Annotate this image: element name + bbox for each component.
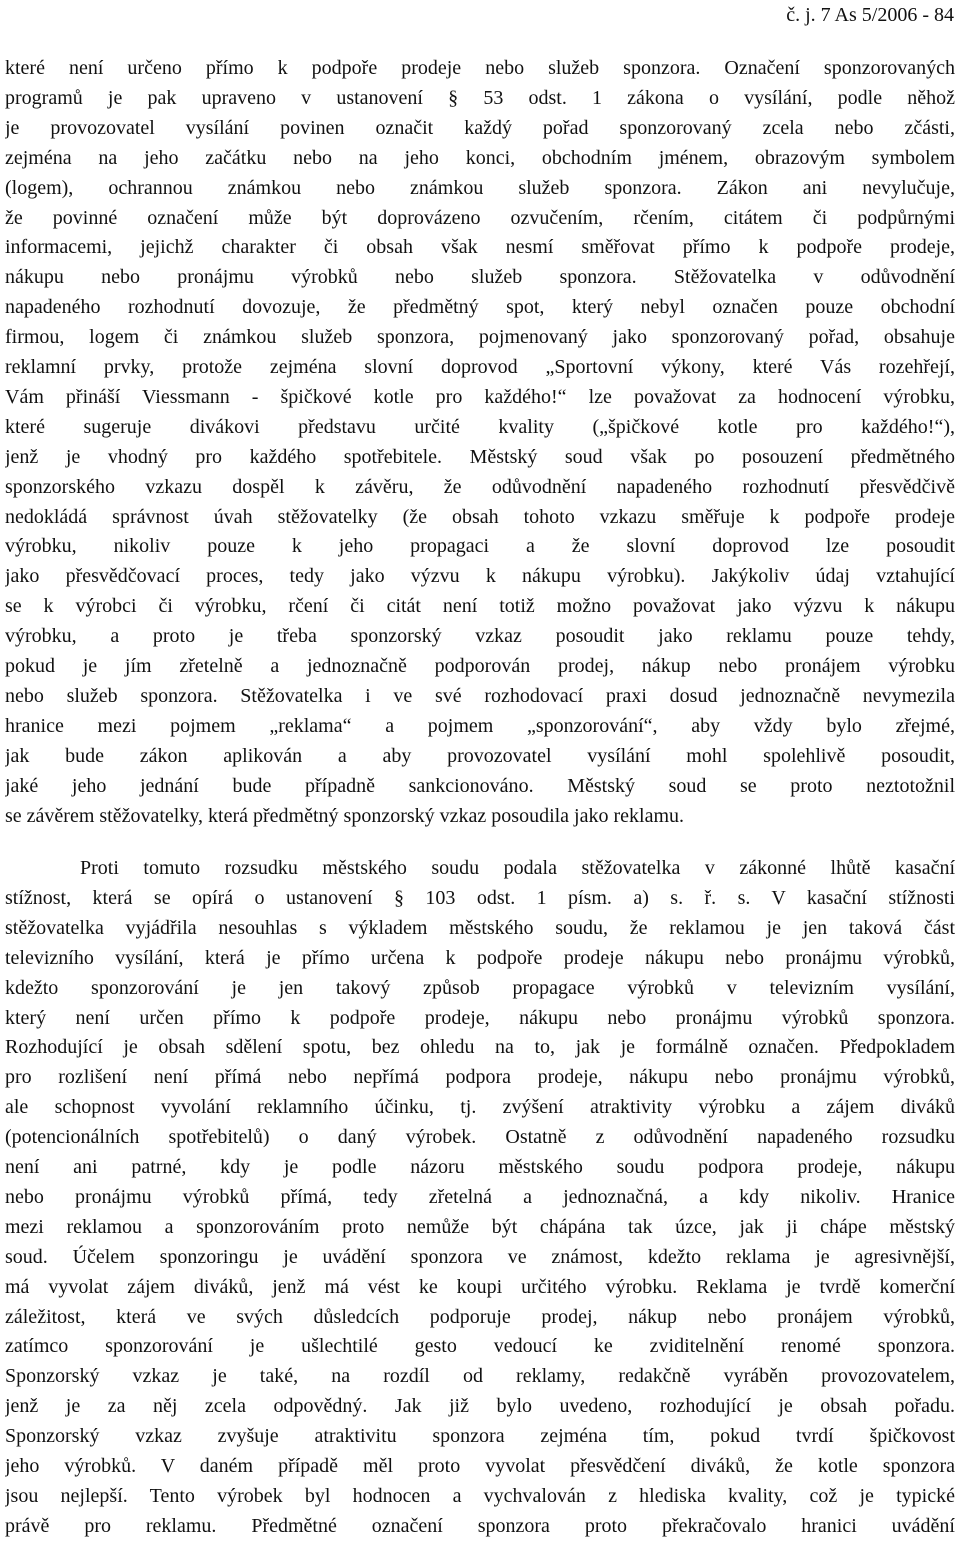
text-line: stížnost, která se opírá o ustanovení § 103 odst. 1 písm. a) s. ř. s. V kasační stížnosti: [5, 887, 955, 909]
text-line: má vyvolat zájem diváků, jenž má vést ke koupi určitého výrobku. Reklama je tvrdě komerční: [5, 1276, 955, 1298]
text-line: sponzorského vzkazu dospěl k závěru, že odůvodnění napadeného rozhodnutí přesvědčivě: [5, 476, 955, 498]
text-line: reklamní prvky, protože zejména slovní doprovod „Sportovní výkony, které Vás rozehřejí,: [5, 356, 955, 378]
text-line: jako přesvědčovací proces, tedy jako výzvu k nákupu výrobku). Jakýkoliv údaj vztahující: [5, 565, 955, 587]
text-line: jak bude zákon aplikován a aby provozovatel vysílání mohl spolehlivě posoudit,: [5, 745, 955, 767]
text-line: (potencionálních spotřebitelů) o daný výrobek. Ostatně z odůvodnění napadeného rozsudku: [5, 1126, 955, 1148]
text-line: které sugeruje divákovi představu určité kvality („špičkové kotle pro každého!“),: [5, 416, 955, 438]
text-line: informacemi, jejichž charakter či obsah však nesmí směřovat přímo k podpoře prodeje,: [5, 236, 955, 258]
text-line: jeho výrobků. V daném případě měl proto vyvolat přesvědčení diváků, že kotle sponzora: [5, 1455, 955, 1477]
text-line: jenž je za něj zcela odpovědný. Jak již bylo uvedeno, rozhodující je obsah pořadu.: [5, 1395, 955, 1417]
text-line: nebo pronájmu výrobků přímá, tedy zřetelná a jednoznačná, a kdy nikoliv. Hranice: [5, 1186, 955, 1208]
text-line: právě pro reklamu. Předmětné označení sponzora proto překračovalo hranici uvádění: [5, 1515, 955, 1537]
text-line: mezi reklamou a sponzorováním proto nemůže být chápána tak úzce, jak ji chápe městský: [5, 1216, 955, 1238]
text-line: stěžovatelka vyjádřila nesouhlas s výkladem městského soudu, že reklamou je jen taková část: [5, 917, 955, 939]
text-line: že povinné označení může být doprovázeno ozvučením, rčením, citátem či podpůrnými: [5, 207, 955, 229]
text-line: nákupu nebo pronájmu výrobků nebo služeb sponzora. Stěžovatelka v odůvodnění: [5, 266, 955, 288]
text-line: zatímco sponzorování je ušlechtilé gesto vedoucí ke zviditelnění renomé sponzora.: [5, 1335, 955, 1357]
text-line: výrobku, a proto je třeba sponzorský vzkaz posoudit jako reklamu pouze tehdy,: [5, 625, 955, 647]
text-line: firmou, logem či známkou služeb sponzora, pojmenovaný jako sponzorovaný pořad, obsahuje: [5, 326, 955, 348]
text-line: Sponzorský vzkaz zvyšuje atraktivitu sponzora zejména tím, pokud tvrdí špičkovost: [5, 1425, 955, 1447]
text-line: kdežto sponzorování je jen takový způsob propagace výrobků v televizním vysílání,: [5, 977, 955, 999]
text-line: zejména na jeho začátku nebo na jeho konci, obchodním jménem, obrazovým symbolem: [5, 147, 955, 169]
text-line: (logem), ochrannou známkou nebo známkou služeb sponzora. Zákon ani nevylučuje,: [5, 177, 955, 199]
text-line: který není určen přímo k podpoře prodeje, nákupu nebo pronájmu výrobků sponzora.: [5, 1007, 955, 1029]
text-line: jsou nejlepší. Tento výrobek byl hodnocen a vychvalován z hlediska kvality, což je typické: [5, 1485, 955, 1507]
text-line: které není určeno přímo k podpoře prodeje nebo služeb sponzora. Označení sponzorovaných: [5, 57, 955, 79]
text-line: záležitost, která ve svých důsledcích podporuje prodej, nákup nebo pronájem výrobků,: [5, 1306, 955, 1328]
text-line: napadeného rozhodnutí dovozuje, že předmětný spot, který nebyl označen pouze obchodní: [5, 296, 955, 318]
text-line: pro rozlišení není přímá nebo nepřímá podpora prodeje, nákupu nebo pronájmu výrobků,: [5, 1066, 955, 1088]
text-line: se závěrem stěžovatelky, která předmětný sponzorský vzkaz posoudila jako reklamu.: [5, 805, 685, 827]
text-line: Vám přináší Viessmann - špičkové kotle pro každého!“ lze považovat za hodnocení výrobku,: [5, 386, 955, 408]
text-line: ale schopnost vyvolání reklamního účinku, tj. zvýšení atraktivity výrobku a zájem diváků: [5, 1096, 955, 1118]
text-line: nebo služeb sponzora. Stěžovatelka i ve své rozhodovací praxi dosud jednoznačně nevymezila: [5, 685, 955, 707]
text-line: jaké jeho jednání bude případně sankcionováno. Městský soud se proto neztotožnil: [5, 775, 955, 797]
text-line: je provozovatel vysílání povinen označit každý pořad sponzorovaný zcela nebo zčásti,: [5, 117, 955, 139]
text-line: Sponzorský vzkaz je také, na rozdíl od reklamy, redakčně vyráběn provozovatelem,: [5, 1365, 955, 1387]
text-line: programů je pak upraveno v ustanovení § 53 odst. 1 zákona o vysílání, podle něhož: [5, 87, 955, 109]
text-line: nedokládá správnost úvah stěžovatelky (že obsah tohoto vzkazu směřuje k podpoře prodeje: [5, 506, 955, 528]
text-line: se k výrobci či výrobku, rčení či citát není totiž možno považovat jako výzvu k nákupu: [5, 595, 955, 617]
text-line: Rozhodující je obsah sdělení spotu, bez ohledu na to, jak je formálně označen. Předpokladem: [5, 1036, 955, 1058]
text-line: televizního vysílání, která je přímo určena k podpoře prodeje nákupu nebo pronájmu výrobků,: [5, 947, 955, 969]
text-line: Proti tomuto rozsudku městského soudu podala stěžovatelka v zákonné lhůtě kasační: [80, 857, 955, 879]
text-line: jenž je vhodný pro každého spotřebitele. Městský soud však po posouzení předmětného: [5, 446, 955, 468]
text-line: výrobku, nikoliv pouze k jeho propagaci a že slovní doprovod lze posoudit: [5, 535, 955, 557]
case-number-header: č. j. 7 As 5/2006 - 84: [786, 4, 954, 26]
text-line: není ani patrné, kdy je podle názoru městského soudu podpora prodeje, nákupu: [5, 1156, 955, 1178]
text-line: soud. Účelem sponzoringu je uvádění sponzora ve známost, kdežto reklama je agresivnější,: [5, 1246, 955, 1268]
text-line: hranice mezi pojmem „reklama“ a pojmem „sponzorování“, aby vždy bylo zřejmé,: [5, 715, 955, 737]
text-line: pokud je jím zřetelně a jednoznačně podporován prodej, nákup nebo pronájem výrobku: [5, 655, 955, 677]
